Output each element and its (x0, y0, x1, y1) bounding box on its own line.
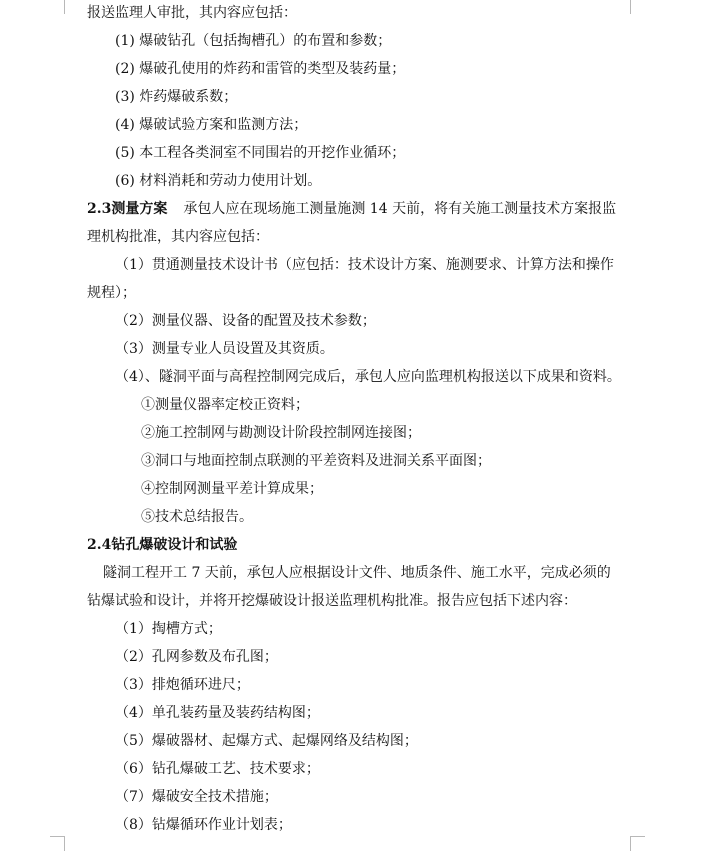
list-item: （1）贯通测量技术设计书（应包括：技术设计方案、施测要求、计算方法和操作 (115, 257, 614, 273)
list-item-continuation: 规程）； (87, 285, 136, 301)
paragraph-text: 承包人应在现场施工测量施测 14 天前，将有关施工测量技术方案报监 (183, 201, 617, 217)
list-item: （7）爆破安全技术措施； (115, 789, 278, 805)
crop-mark-bottom-left (50, 836, 65, 851)
paragraph-text: 钻爆试验和设计，并将开挖爆破设计报送监理机构批准。报告应包括下述内容： (87, 593, 577, 609)
sub-list-item: ④控制网测量平差计算成果； (141, 481, 323, 497)
sub-list-item: ①测量仪器率定校正资料； (141, 397, 309, 413)
crop-mark-top-right (630, 0, 645, 14)
list-item: （1）掏槽方式； (115, 621, 222, 637)
list-item: （6）钻孔爆破工艺、技术要求； (115, 761, 320, 777)
list-item: （4）单孔装药量及装药结构图； (115, 705, 320, 721)
list-item: （2）测量仪器、设备的配置及技术参数； (115, 313, 376, 329)
sub-list-item: ③洞口与地面控制点联测的平差资料及进洞关系平面图； (141, 453, 491, 469)
list-item: （4）、隧洞平面与高程控制网完成后，承包人应向监理机构报送以下成果和资料。 (115, 369, 621, 385)
crop-mark-top-left (50, 0, 65, 14)
list-item: (1) 爆破钻孔（包括掏槽孔）的布置和参数； (115, 33, 392, 49)
list-item: (4) 爆破试验方案和监测方法； (115, 117, 308, 133)
list-item: (5) 本工程各类洞室不同围岩的开挖作业循环； (115, 145, 406, 161)
sub-list-item: ⑤技术总结报告。 (141, 509, 253, 525)
list-item: （5）爆破器材、起爆方式、起爆网络及结构图； (115, 733, 418, 749)
list-item: （2）孔网参数及布孔图； (115, 649, 278, 665)
list-item: (3) 炸药爆破系数； (115, 89, 238, 105)
list-item: （8）钻爆循环作业计划表； (115, 817, 292, 833)
section-2-3-paragraph (87, 200, 616, 218)
list-item: （3）排炮循环进尺； (115, 677, 250, 693)
section-heading: 2.3测量方案 (87, 201, 168, 217)
list-item: (2) 爆破孔使用的炸药和雷管的类型及装药量； (115, 61, 406, 77)
list-item: (6) 材料消耗和劳动力使用计划。 (115, 173, 322, 189)
section-heading: 2.4钻孔爆破设计和试验 (87, 537, 238, 553)
paragraph-text: 隧洞工程开工 7 天前，承包人应根据设计文件、地质条件、施工水平，完成必须的 (103, 565, 611, 581)
list-item: （3）测量专业人员设置及其资质。 (115, 341, 334, 357)
sub-list-item: ②施工控制网与勘测设计阶段控制网连接图； (141, 425, 421, 441)
section-2-2-intro-tail: 报送监理人审批，其内容应包括： (87, 5, 297, 21)
paragraph-text: 理机构批准，其内容应包括： (87, 229, 269, 245)
crop-mark-bottom-right (630, 836, 645, 851)
